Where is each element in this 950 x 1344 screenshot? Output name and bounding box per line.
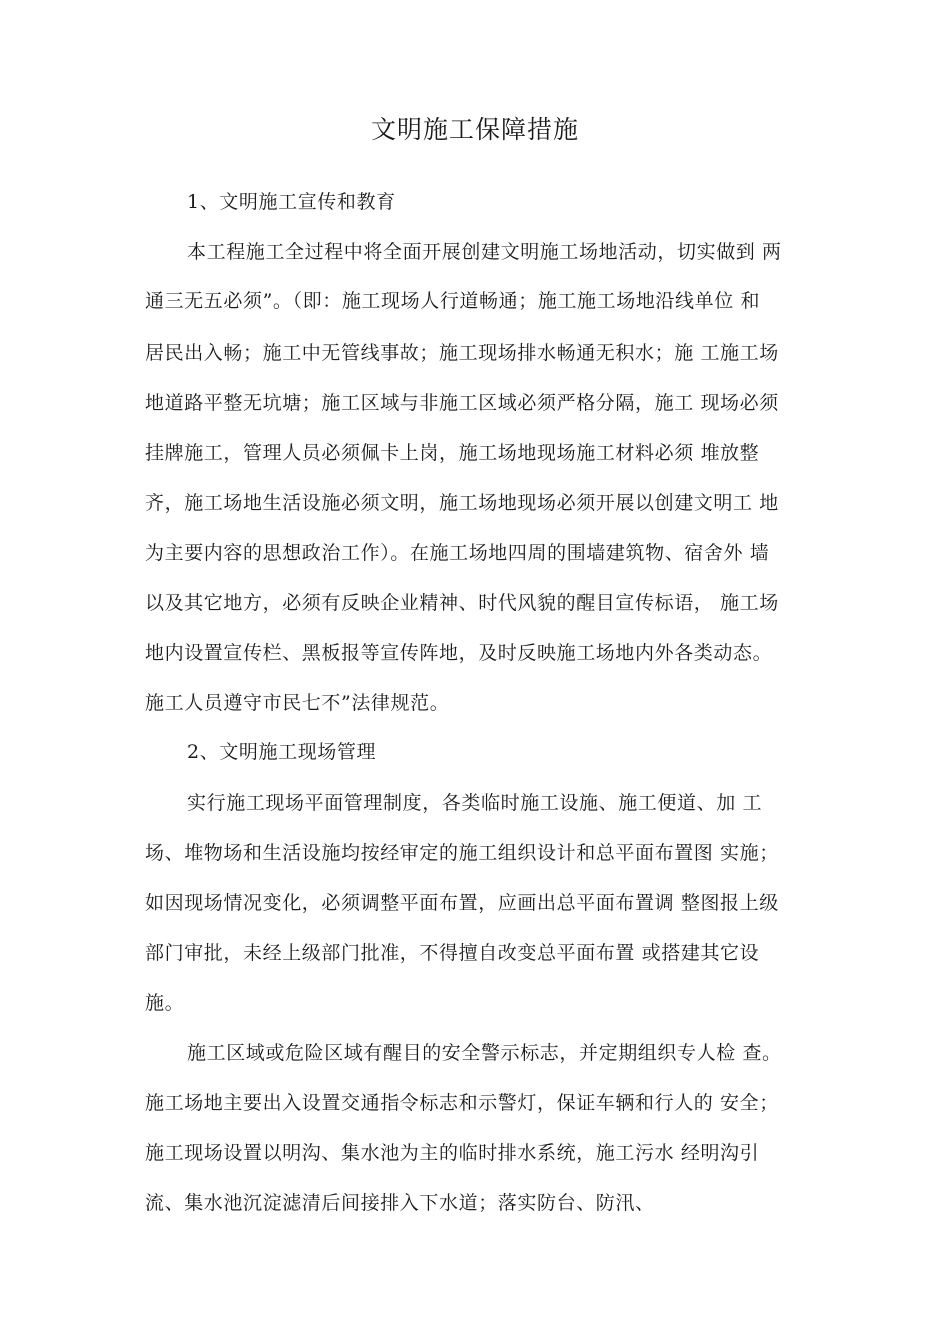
para1-line-2: 通三无五必须”。（即：施工现场人行道畅通；施工施工场地沿线单位 和	[145, 290, 761, 312]
para1-line-3: 居民出入畅；施工中无管线事故；施工现场排水畅通无积水；施 工施工场	[145, 342, 779, 364]
para1-line-4: 地道路平整无坑塘；施工区域与非施工区域必须严格分隔，施工 现场必须	[145, 392, 779, 414]
para2-line-4: 部门审批，未经上级部门批准，不得擅自改变总平面布置 或搭建其它设	[145, 942, 760, 964]
section-heading-1: 1、文明施工宣传和教育	[187, 191, 396, 213]
para1-line-10: 施工人员遵守市民七不”法律规范。	[145, 692, 450, 714]
section-heading-2: 2、文明施工现场管理	[187, 741, 377, 763]
para2-line-3: 如因现场情况变化，必须调整平面布置，应画出总平面布置调 整图报上级	[145, 892, 779, 914]
para2-line-2: 场、堆物场和生活设施均按经审定的施工组织设计和总平面布置图 实施；	[145, 842, 779, 864]
para1-line-8: 以及其它地方，必须有反映企业精神、时代风貌的醒目宣传标语， 施工场	[145, 592, 779, 614]
para3-line-3: 施工现场设置以明沟、集水池为主的临时排水系统，施工污水 经明沟引	[145, 1142, 760, 1164]
para2-line-5: 施。	[145, 992, 185, 1014]
para2-line-1: 实行施工现场平面管理制度，各类临时施工设施、施工便道、加 工	[187, 792, 763, 814]
para3-line-1: 施工区域或危险区域有醒目的安全警示标志，并定期组织专人检 查。	[187, 1042, 782, 1064]
document-title: 文明施工保障措施	[370, 115, 579, 144]
para1-line-7: 为主要内容的思想政治工作）。在施工场地四周的围墙建筑物、宿舍外 墙	[145, 542, 770, 564]
para1-line-1: 本工程施工全过程中将全面开展创建文明施工场地活动，切实做到 两	[187, 241, 782, 263]
para1-line-5: 挂牌施工，管理人员必须佩卡上岗，施工场地现场施工材料必须 堆放整	[145, 442, 760, 464]
para1-line-9: 地内设置宣传栏、黑板报等宣传阵地，及时反映施工场地内外各类动态。	[145, 642, 773, 664]
para1-line-6: 齐，施工场地生活设施必须文明，施工场地现场必须开展以创建文明工 地	[145, 492, 779, 514]
para3-line-2: 施工场地主要出入设置交通指令标志和示警灯，保证车辆和行人的 安全；	[145, 1092, 779, 1114]
para3-line-4: 流、集水池沉淀滤清后间接排入下水道；落实防台、防汛、	[145, 1192, 655, 1214]
